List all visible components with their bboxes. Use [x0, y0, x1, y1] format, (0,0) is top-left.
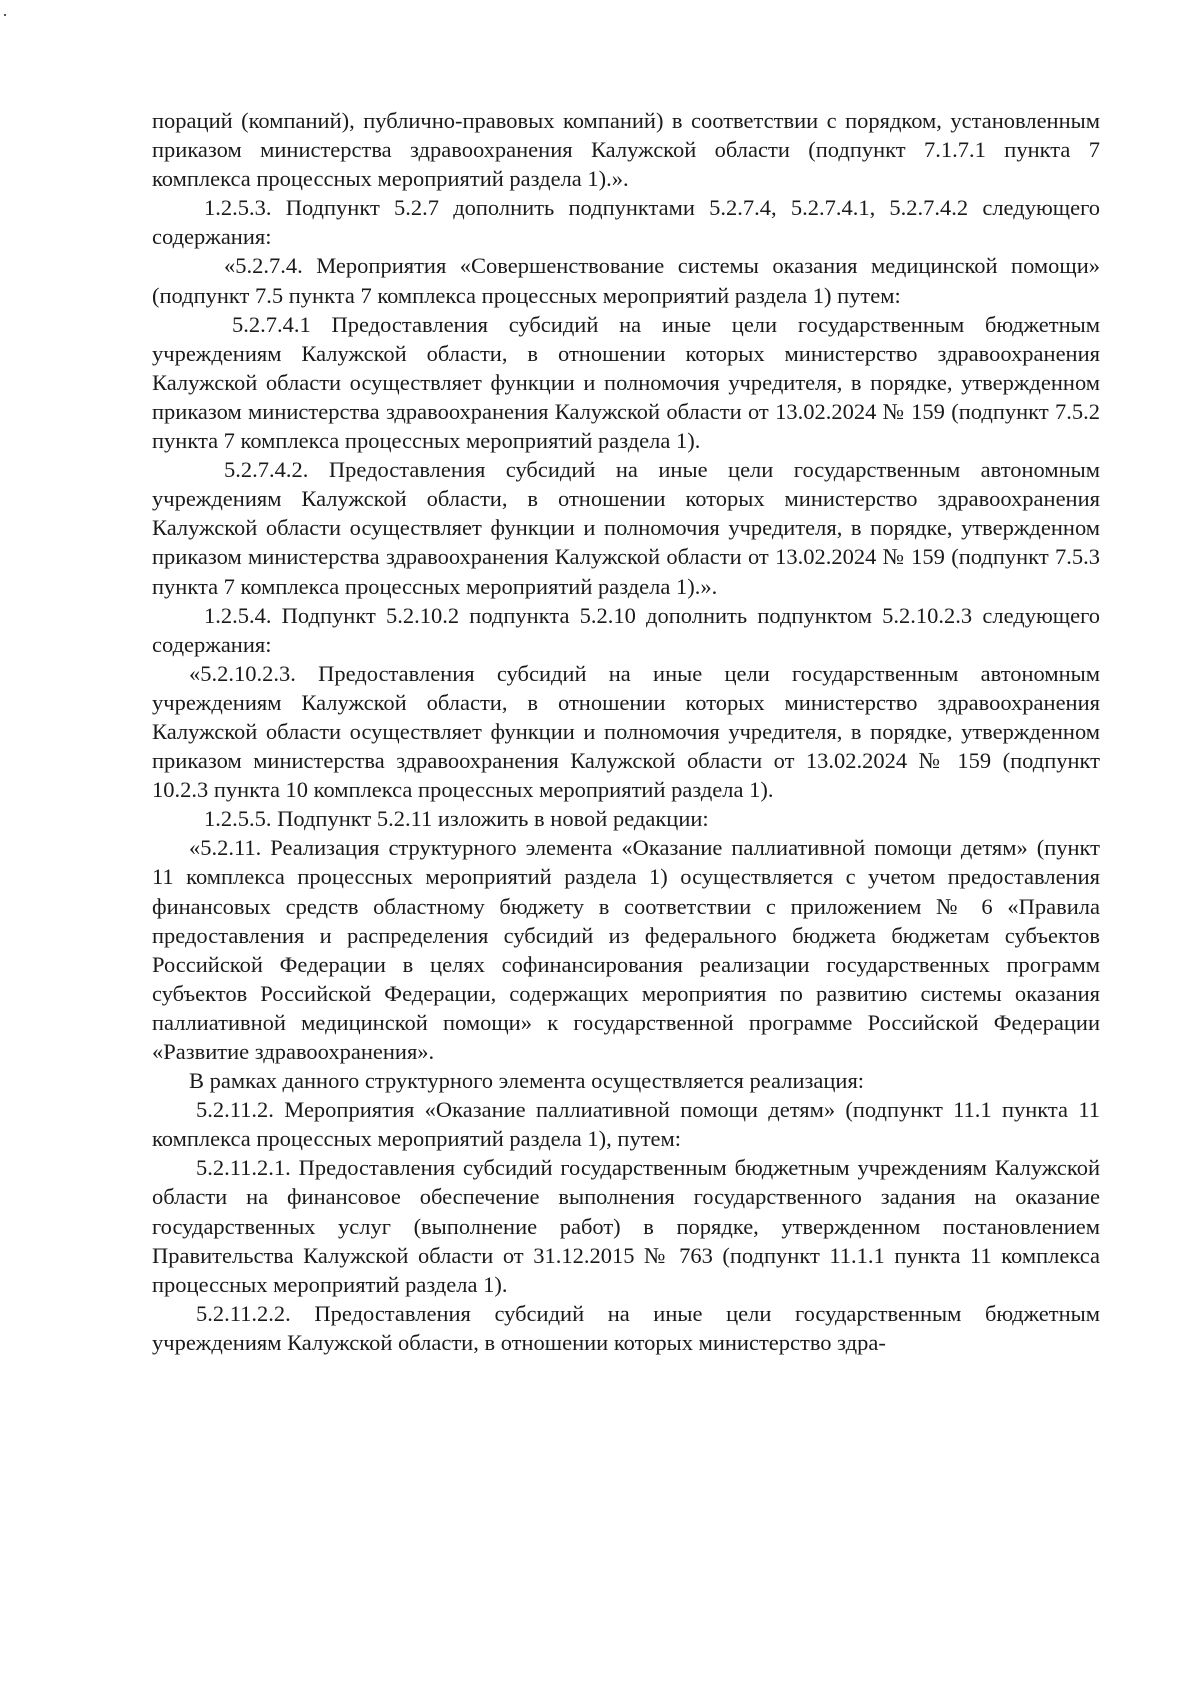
- paragraph-5-2-11: «5.2.11. Реализация структурного элемента «Оказание паллиативной помощи детям» (пункт 11 комплекса процессных мероприятий раздела 1) осуществляется с учетом предоставления финансовых средств областному бюджету в соответствии с приложением № 6 «Правила предоставления и распределения субсидий из федерального бюджета бюджетам субъектов Российской Федерации в целях софинансирования реализации государственных программ субъектов Российской Федерации, содержащих мероприятия по развитию системы оказания паллиативной медицинской помощи» к государственной программе Российской Федерации «Развитие здравоохранения».: [152, 835, 1100, 1064]
- scan-artifact-dot: [4, 14, 6, 16]
- document-body: [152, 106, 1100, 1357]
- paragraph-5-2-10-2-3: «5.2.10.2.3. Предоставления субсидий на иные цели государственным автономным учреждениям Калужской области, в отношении которых министерство здравоохранения Калужской области осуществляет функции и полномочия учредителя, в порядке, утвержденном приказом министерства здравоохранения Калужской области от 13.02.2024 № 159 (подпункт 10.2.3 пункта 10 комплекса процессных мероприятий раздела 1).: [152, 660, 1100, 803]
- paragraph-1-2-5-4: 1.2.5.4. Подпункт 5.2.10.2 подпункта 5.2.10 дополнить подпунктом 5.2.10.2.3 следующего содержания:: [152, 602, 1100, 657]
- paragraph-5-2-11-2-2: 5.2.11.2.2. Предоставления субсидий на иные цели государственным бюджетным учреждениям Калужской области, в отношении которых министерство здра-: [152, 1300, 1100, 1355]
- paragraph-5-2-11-2: 5.2.11.2. Мероприятия «Оказание паллиативной помощи детям» (подпункт 11.1 пункта 11 комплекса процессных мероприятий раздела 1), путем:: [152, 1097, 1100, 1152]
- paragraph-5-2-7-4-1: 5.2.7.4.1 Предоставления субсидий на иные цели государственным бюджетным учреждениям Калужской области, в отношении которых министерство здравоохранения Калужской области осуществляет функции и полномочия учредителя, в порядке, утвержденном приказом министерства здравоохранения Калужской области от 13.02.2024 № 159 (подпункт 7.5.2 пункта 7 комплекса процессных мероприятий раздела 1).: [152, 311, 1100, 454]
- paragraph-5-2-7-4: «5.2.7.4. Мероприятия «Совершенствование системы оказания медицинской помощи» (подпункт 7.5 пункта 7 комплекса процессных мероприятий раздела 1) путем:: [152, 253, 1100, 308]
- paragraph-5-2-7-4-2: 5.2.7.4.2. Предоставления субсидий на иные цели государственным автономным учреждениям Калужской области, в отношении которых министерство здравоохранения Калужской области осуществляет функции и полномочия учредителя, в порядке, утвержденном приказом министерства здравоохранения Калужской области от 13.02.2024 № 159 (подпункт 7.5.3 пункта 7 комплекса процессных мероприятий раздела 1).».: [152, 457, 1100, 599]
- paragraph-1-2-5-3: 1.2.5.3. Подпункт 5.2.7 дополнить подпунктами 5.2.7.4, 5.2.7.4.1, 5.2.7.4.2 следующего содержания:: [152, 195, 1100, 250]
- paragraph-1-2-5-5: 1.2.5.5. Подпункт 5.2.11 изложить в новой редакции:: [204, 806, 709, 832]
- paragraph-5-2-11-2-1: 5.2.11.2.1. Предоставления субсидий государственным бюджетным учреждениям Калужской области на финансовое обеспечение выполнения государственного задания на оказание государственных услуг (выполнение работ) в порядке, утвержденном постановлением Правительства Калужской области от 31.12.2015 № 763 (подпункт 11.1.1 пункта 11 комплекса процессных мероприятий раздела 1).: [152, 1155, 1100, 1297]
- paragraph-implementation-intro: В рамках данного структурного элемента осуществляется реализация:: [189, 1068, 865, 1094]
- paragraph-continuation: пораций (компаний), публично-правовых компаний) в соответствии с порядком, установленным приказом министерства здравоохранения Калужской области (подпункт 7.1.7.1 пункта 7 комплекса процессных мероприятий раздела 1).».: [152, 108, 1100, 192]
